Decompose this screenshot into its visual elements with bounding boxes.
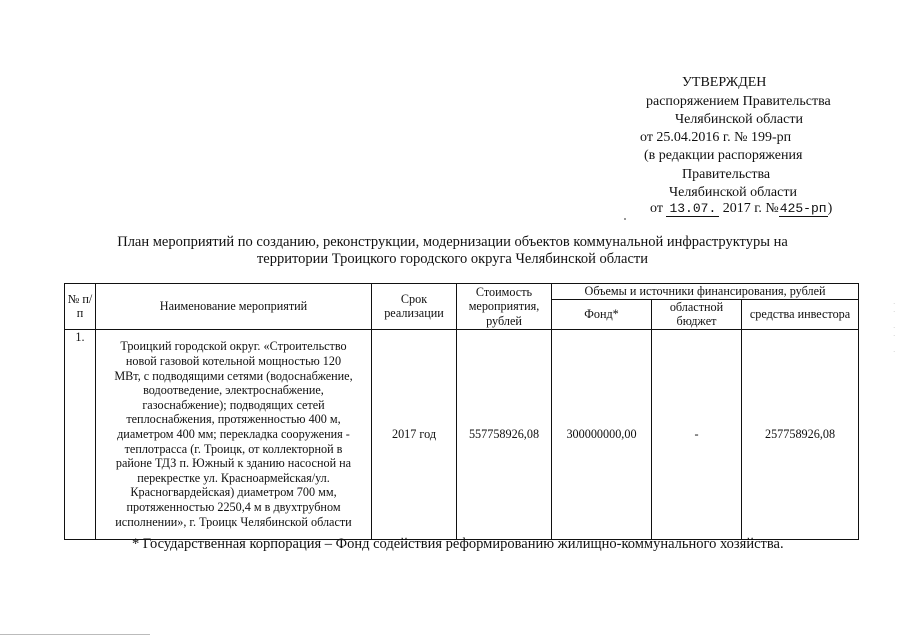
approved-date-line: от 25.04.2016 г. № 199-рп [640,130,792,145]
col-header-num: № п/п [65,284,96,330]
approved-region-line: Челябинской области [675,112,803,127]
revision-date-value: 13.07. [666,201,719,217]
cell-fund: 300000000,00 [552,329,652,539]
scan-speck [624,218,626,220]
plan-title-line-1: План мероприятий по созданию, реконструкции, модернизации объектов коммунальной инфраструктуры на [117,234,788,250]
cell-regional: - [652,329,742,539]
cell-num: 1. [65,329,96,539]
plan-title-line-2: территории Троицкого городского округа Челябинской области [256,251,649,267]
col-header-financing: Объемы и источники финансирования, рублей [552,284,859,300]
col-header-term: Срок реализации [372,284,457,330]
footnote: * Государственная корпорация – Фонд содействия реформированию жилищно-коммунального хозяйства. [132,536,784,552]
revision-region-line: Челябинской области [669,185,797,200]
scan-edge-line [0,634,150,635]
revision-government-line: Правительства [682,167,771,182]
revision-line: (в редакции распоряжения [644,148,803,163]
table-row [65,329,859,539]
approved-by-line: распоряжением Правительства [646,94,831,109]
revision-number-value: 425-рп [779,201,827,216]
approved-heading: УТВЕРЖДЕН [682,75,767,90]
col-header-fund: Фонд* [552,299,652,329]
cell-investor: 257758926,08 [742,329,859,539]
revision-close: ) [827,201,833,216]
cell-cost: 557758926,08 [457,329,552,539]
margin-scan-marks: · · · · · [893,300,896,356]
revision-date-line [650,200,832,217]
revision-year: 2017 г. № [722,201,779,216]
plan-table [64,283,859,540]
col-header-regional: областной бюджет [652,299,742,329]
cell-term: 2017 год [372,329,457,539]
col-header-investor: средства инвестора [742,299,859,329]
cell-name: Троицкий городской округ. «Строительство новой газовой котельной мощностью 120 МВт, с подводящими сетями (водоснабжение, водоотведение, электроснабжение, газоснабжение); подводящих сетей теплоснабжения, протяженностью 400 м, диаметром 400 мм; перекладка сооружения - теплотрасса (г. Троицк, от коллекторной в районе ТДЗ п. Южный к зданию насосной на перекрестке ул. Красноармейская/ул. Красногвардейская) диаметром 700 мм, протяженностью 2250,4 м в двухтрубном исполнении», г. Троицк Челябинской области [96,329,372,539]
revision-prefix: от [650,201,663,216]
col-header-name: Наименование мероприятий [96,284,372,330]
col-header-cost: Стоимость мероприятия, рублей [457,284,552,330]
plan-title [70,234,835,268]
